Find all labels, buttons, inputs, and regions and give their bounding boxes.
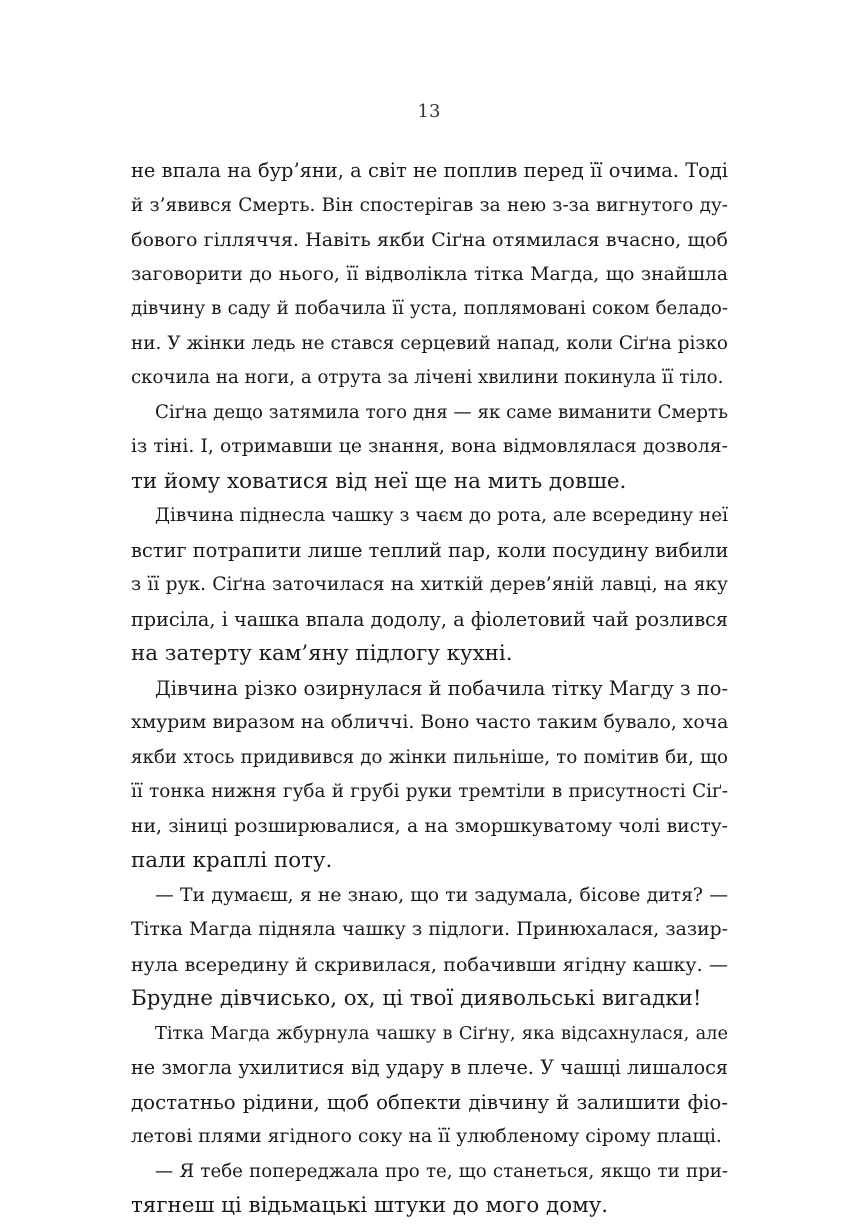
text-line: пали краплі поту. — [131, 848, 333, 873]
text-line: ни, зіниці розширювалися, а на зморшкуватому чолі висту- — [131, 815, 728, 837]
text-line: з її рук. Сіґна заточилася на хиткій дерев’яній лавці, на яку — [131, 574, 728, 595]
text-line: ни. У жінки ледь не стався серцевий напад, коли Сіґна різко — [131, 332, 728, 354]
text-line: й з’явився Смерть. Він спостерігав за нею з-за вигнутого ду- — [131, 194, 728, 216]
text-line: Тітка Магда жбурнула чашку в Сіґну, яка відсахнулася, але — [155, 1022, 728, 1044]
text-line: тягнеш ці відьмацькі штуки до мого дому. — [131, 1193, 609, 1218]
text-line: достатньо рідини, щоб обпекти дівчину й залишити фіо- — [131, 1090, 728, 1114]
text-line: нула всередину й скривилася, побачивши ягідну кашку. — — [131, 953, 728, 976]
text-line: із тіні. І, отримавши це знання, вона відмовлялася дозволя- — [131, 436, 728, 457]
text-line: скочила на ноги, а отрута за лічені хвилини покинула її тіло. — [131, 367, 724, 388]
text-line: заговорити до нього, її відволікла тітка Магда, що знайшла — [131, 263, 728, 285]
text-line: — Ти думаєш, я не знаю, що ти задумала, бісове дитя? — — [155, 884, 728, 906]
text-line: хмурим виразом на обличчі. Воно часто таким бувало, хоча — [131, 712, 728, 733]
text-line: Дівчина піднесла чашку з чаєм до рота, але всередину неї — [155, 505, 728, 526]
text-line: її тонка нижня губа й грубі руки тремтіли в присутності Сіґ- — [131, 781, 728, 802]
page-number: 13 — [417, 101, 441, 122]
text-line: — Я тебе попереджала про те, що станеться, якщо ти при- — [155, 1160, 728, 1182]
text-line: Тітка Магда підняла чашку з підлоги. Принюхалася, зазир- — [131, 919, 728, 940]
text-line: Дівчина різко озирнулася й побачила тітку Магду з по- — [155, 676, 728, 700]
text-line: Брудне дівчисько, ох, ці твої диявольські вигадки! — [131, 986, 702, 1011]
text-line: присіла, і чашка впала додолу, а фіолетовий чай розлився — [131, 607, 728, 631]
text-line: не змогла ухилитися від удару в плече. У чашці лишалося — [131, 1056, 728, 1079]
text-line: встиг потрапити лише теплий пар, коли посудину вибили — [131, 538, 728, 562]
text-line: летові плями ягідного соку на її улюбленому сірому плащі. — [131, 1126, 722, 1147]
text-line: бового гілляччя. Навіть якби Сіґна отямилася вчасно, щоб — [131, 229, 728, 251]
body-text — [131, 154, 728, 1224]
text-line: не впала на бур’яни, а світ не поплив перед її очима. Тоді — [131, 159, 728, 182]
text-line: на затерту кам’яну підлогу кухні. — [131, 641, 513, 666]
text-line: якби хтось придивився до жінки пильніше, то помітив би, що — [131, 746, 728, 768]
text-line: дівчину в саду й побачила її уста, поплямовані соком беладо- — [131, 298, 728, 319]
text-line: Сіґна дещо затямила того дня — як саме виманити Смерть — [155, 401, 728, 423]
text-line: ти йому ховатися від неї ще на мить довше. — [131, 468, 627, 494]
